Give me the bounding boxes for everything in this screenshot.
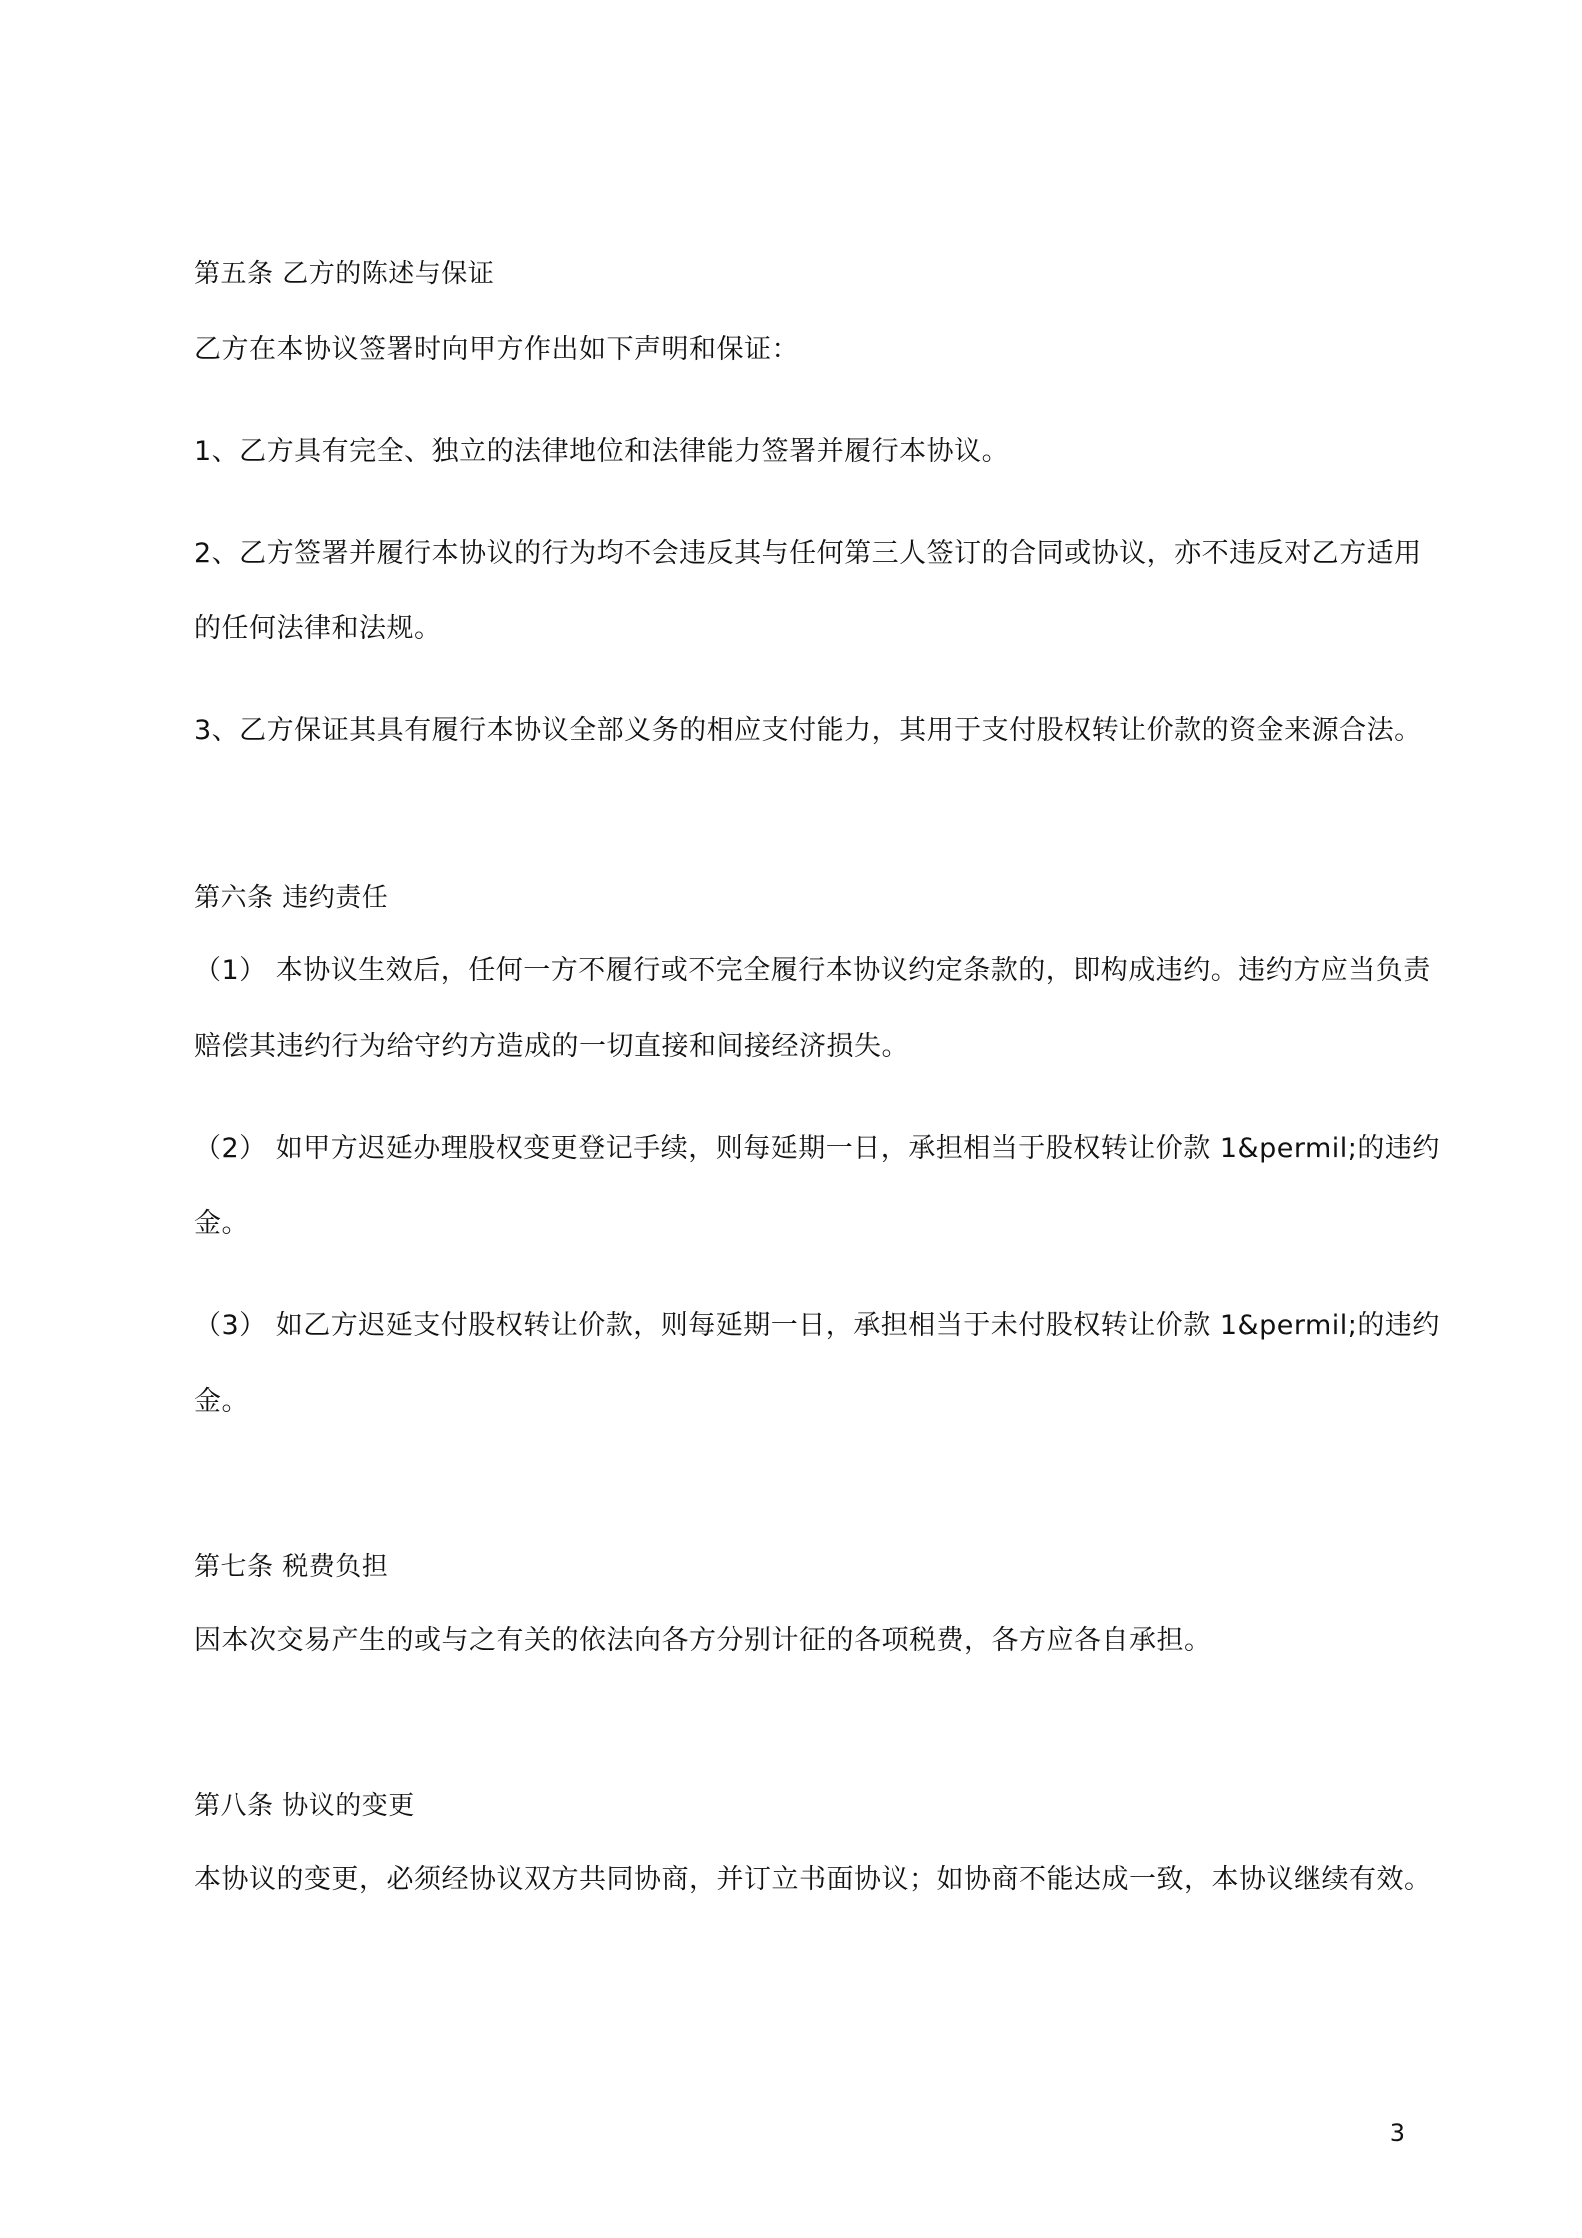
article-6-heading: 第六条 违约责任 xyxy=(194,883,389,913)
article-8-heading: 第八条 协议的变更 xyxy=(194,1791,415,1821)
article-5-heading: 第五条 乙方的陈述与保证 xyxy=(194,259,495,289)
article-6-item-1-line-2: 赔偿其违约行为给守约方造成的一切直接和间接经济损失。 xyxy=(194,1031,909,1062)
article-6-item-1-line-1: （1） 本协议生效后，任何一方不履行或不完全履行本协议约定条款的，即构成违约。违约方应当负责 xyxy=(194,955,1431,986)
article-8-body: 本协议的变更，必须经协议双方共同协商，并订立书面协议；如协商不能达成一致，本协议继续有效。 xyxy=(194,1864,1432,1895)
article-6-item-3-line-2: 金。 xyxy=(194,1386,249,1417)
article-5-item-2-line-2: 的任何法律和法规。 xyxy=(194,613,442,644)
article-6-item-3-line-1: （3） 如乙方迟延支付股权转让价款，则每延期一日，承担相当于未付股权转让价款 1&permil;的违约 xyxy=(194,1310,1440,1341)
article-6-item-2-line-1: （2） 如甲方迟延办理股权变更登记手续，则每延期一日，承担相当于股权转让价款 1&permil;的违约 xyxy=(194,1133,1440,1164)
article-7-body: 因本次交易产生的或与之有关的依法向各方分别计征的各项税费，各方应各自承担。 xyxy=(194,1625,1212,1656)
article-5-item-2-line-1: 2、乙方签署并履行本协议的行为均不会违反其与任何第三人签订的合同或协议，亦不违反对乙方适用 xyxy=(194,538,1422,569)
article-5-intro: 乙方在本协议签署时向甲方作出如下声明和保证： xyxy=(194,334,799,365)
article-7-heading: 第七条 税费负担 xyxy=(194,1552,389,1582)
article-5-item-3: 3、乙方保证其具有履行本协议全部义务的相应支付能力，其用于支付股权转让价款的资金来源合法。 xyxy=(194,715,1422,746)
article-6-item-2-line-2: 金。 xyxy=(194,1208,249,1239)
article-5-item-1: 1、乙方具有完全、独立的法律地位和法律能力签署并履行本协议。 xyxy=(194,436,1010,467)
page-number: 3 xyxy=(1389,2119,1405,2147)
